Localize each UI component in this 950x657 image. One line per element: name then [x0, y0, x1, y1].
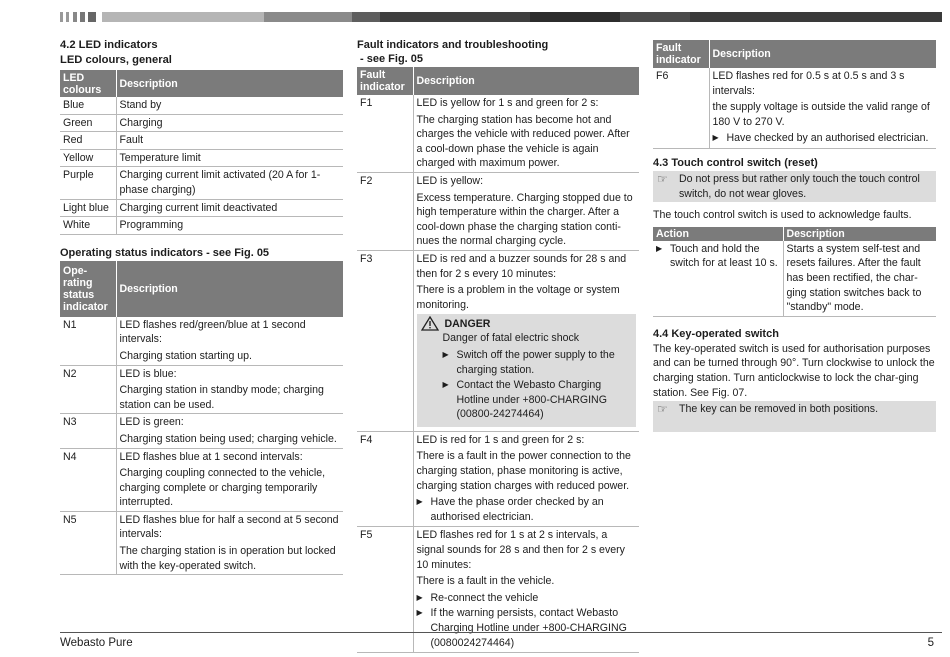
table-row [60, 132, 343, 150]
fault-section-title: Fault indicators and troubleshooting [357, 39, 549, 51]
pointing-hand-icon: ☞ [657, 402, 668, 417]
led-colours-subtitle: LED colours, general [60, 54, 172, 66]
colour-desc-cell: Charging current limit activated (20 A for 1-phase charging) [116, 167, 343, 199]
triangle-bullet-icon: ▶ [416, 497, 423, 507]
fault-code: F6 [653, 68, 709, 148]
bullet-text: Switch off the power supply to the charging station. [456, 348, 615, 376]
colour-cell: Green [60, 114, 116, 132]
fault-code: F2 [357, 172, 413, 250]
status-line: LED flashes red/green/blue at 1 second intervals: [119, 318, 306, 346]
fault-code: F5 [357, 527, 413, 653]
danger-title: DANGER [444, 317, 491, 330]
colour-desc-cell: Charging [116, 114, 343, 132]
fault-line: LED is red for 1 s and green for 2 s: [416, 433, 585, 446]
table-row [357, 527, 639, 653]
colour-desc-cell: Charging current limit deactivated [116, 199, 343, 217]
table-row [653, 241, 936, 316]
fault-line: There is a problem in the voltage or system monitoring. [416, 284, 620, 311]
table-row [60, 114, 343, 132]
column-right [653, 40, 936, 432]
f6-header-code: Fault indicator [653, 40, 709, 68]
triangle-bullet-icon: ▶ [656, 243, 663, 253]
triangle-bullet-icon: ▶ [416, 608, 423, 618]
status-code: N2 [60, 365, 116, 414]
status-code: N1 [60, 317, 116, 365]
status-line: LED flashes blue at 1 second intervals: [119, 450, 303, 463]
table-row [60, 217, 343, 235]
page-footer [60, 632, 942, 649]
list-item [713, 131, 934, 146]
table-row [357, 431, 639, 527]
action-cell [653, 241, 783, 316]
fault-line: There is a fault in the power connection to the charging station, phase monitoring is active, charging station charges with reduced power. [416, 450, 631, 492]
bullet-text: Have the phase order checked by an authorised electrician. [430, 496, 604, 523]
footer-brand: Webasto Pure [60, 637, 133, 649]
fault-line: the supply voltage is outside the valid range of 180 V to 270 V. [712, 101, 930, 128]
table-row [60, 97, 343, 114]
colour-desc-cell: Programming [116, 217, 343, 235]
status-line: LED is blue: [119, 367, 177, 380]
colour-cell: White [60, 217, 116, 235]
colour-cell: Blue [60, 97, 116, 114]
bullet-text: Contact the Webasto Charging Hotline under +800-CHARGING (00800-24274464) [456, 379, 607, 421]
fault-line: LED flashes red for 0.5 s at 0.5 s and 3 s intervals: [712, 70, 905, 97]
table-row [60, 199, 343, 217]
status-line: LED flashes blue for half a second at 5 second intervals: [119, 513, 339, 541]
f6-table [653, 40, 936, 149]
fault-header-desc: Description [413, 67, 639, 95]
section-4-2-title: 4.2 LED indicators [60, 39, 158, 51]
section-4-4-title: 4.4 Key-operated switch [653, 327, 779, 340]
danger-box [417, 314, 637, 427]
table-row [357, 250, 639, 431]
fault-line: LED flashes red for 1 s at 2 s intervals, a signal sounds for 28 s and then for 2 s every 10 minutes: [416, 529, 625, 571]
action-text: Touch and hold the switch for at least 10 s. [670, 242, 778, 270]
column-left [60, 38, 343, 575]
status-line: Charging station in standby mode; charging station can be used. [119, 384, 324, 411]
status-line: The charging station is in operation but locked with the key-operated switch. [119, 545, 336, 572]
operating-status-title: Operating status indicators - see Fig. 05 [60, 246, 270, 259]
operating-header-code: Ope-rating status indicator [60, 261, 116, 317]
touch-switch-text: The touch control switch is used to acknowledge faults. [653, 209, 912, 222]
table-row [357, 95, 639, 172]
bullet-text: Re-connect the vehicle [430, 591, 539, 604]
table-row [60, 365, 343, 414]
header-decor-bar [60, 12, 942, 22]
warning-triangle-icon [421, 316, 439, 331]
f6-header-desc: Description [709, 40, 936, 68]
list-item [417, 606, 637, 650]
pointing-hand-icon: ☞ [657, 171, 668, 186]
status-code: N5 [60, 511, 116, 574]
note-text: Do not press but rather only touch the touch control switch, do not wear gloves. [679, 172, 920, 200]
table-row [60, 167, 343, 199]
colours-header-led: LED colours [60, 70, 116, 97]
action-header: Action [653, 227, 783, 241]
colour-cell: Yellow [60, 149, 116, 167]
colour-cell: Purple [60, 167, 116, 199]
column-middle [357, 38, 639, 653]
table-row [60, 317, 343, 365]
table-row [60, 448, 343, 511]
colour-cell: Red [60, 132, 116, 150]
fault-line: LED is yellow: [416, 174, 484, 187]
led-colours-table [60, 70, 343, 235]
fault-code: F4 [357, 431, 413, 527]
key-switch-text: The key-operated switch is used for authorisation purposes and can be turned through 90°. Turn clockwise to unlock the charging station. Turn anticlockwise to lock the char-ging station. See Fig. 07. [653, 342, 935, 399]
list-item [417, 591, 637, 606]
table-row [653, 68, 936, 148]
triangle-bullet-icon: ▶ [442, 349, 449, 359]
table-row [357, 172, 639, 250]
bullet-text: Have checked by an authorised electrician. [726, 132, 929, 145]
status-line: Charging coupling connected to the vehicle, charging complete or charging temporarily interrupted. [119, 467, 326, 509]
colour-desc-cell: Temperature limit [116, 149, 343, 167]
triangle-bullet-icon: ▶ [712, 133, 719, 143]
bullet-text: If the warning persists, contact Webasto Charging Hotline under +800-CHARGING (0080024274464) [430, 607, 627, 649]
table-row [60, 414, 343, 448]
fault-code: F3 [357, 250, 413, 431]
fault-line: There is a fault in the vehicle. [416, 575, 555, 588]
fault-line: The charging station has become hot and charges the vehicle with reduced power. After a cool-down phase the vehicle is again charged with maximum power. [416, 113, 630, 170]
list-item [443, 348, 633, 377]
table-row [60, 511, 343, 574]
list-item [443, 378, 633, 422]
section-4-3-title: 4.3 Touch control switch (reset) [653, 156, 818, 169]
fault-header-code: Fault indicator [357, 67, 413, 95]
note-text: The key can be removed in both positions. [679, 403, 879, 416]
operating-header-desc: Description [116, 261, 343, 317]
danger-text: Danger of fatal electric shock [442, 332, 580, 345]
status-code: N4 [60, 448, 116, 511]
list-item [656, 242, 780, 271]
list-item [417, 495, 637, 524]
table-row [60, 149, 343, 167]
colour-desc-cell: Fault [116, 132, 343, 150]
page-number: 5 [927, 637, 934, 649]
status-line: Charging station starting up. [119, 349, 252, 362]
fault-section-subtitle: - see Fig. 05 [357, 53, 424, 65]
colour-cell: Light blue [60, 199, 116, 217]
fault-line: LED is yellow for 1 s and green for 2 s: [416, 97, 599, 109]
status-line: Charging station being used; charging vehicle. [119, 432, 337, 445]
action-table [653, 227, 936, 317]
note-box [653, 401, 936, 432]
colour-desc-cell: Stand by [116, 97, 343, 114]
triangle-bullet-icon: ▶ [416, 592, 423, 602]
colours-header-desc: Description [116, 70, 343, 97]
fault-line: LED is red and a buzzer sounds for 28 s and then for 2 s every 10 minutes: [416, 252, 627, 280]
operating-status-table [60, 261, 343, 576]
fault-table [357, 67, 639, 653]
status-code: N3 [60, 414, 116, 448]
triangle-bullet-icon: ▶ [442, 380, 449, 390]
fault-code: F1 [357, 95, 413, 172]
status-line: LED is green: [119, 416, 184, 429]
action-description: Starts a system self-test and resets failures. After the fault has been rectified, the char-ging station switches back to "standby" mode. [783, 241, 936, 316]
action-desc-header: Description [783, 227, 936, 241]
note-box [653, 171, 936, 202]
fault-line: Excess temperature. Charging stopped due to high temperature within the charger. After a cool-down phase the charging station conti-nues the normal charging cycle. [416, 191, 633, 248]
